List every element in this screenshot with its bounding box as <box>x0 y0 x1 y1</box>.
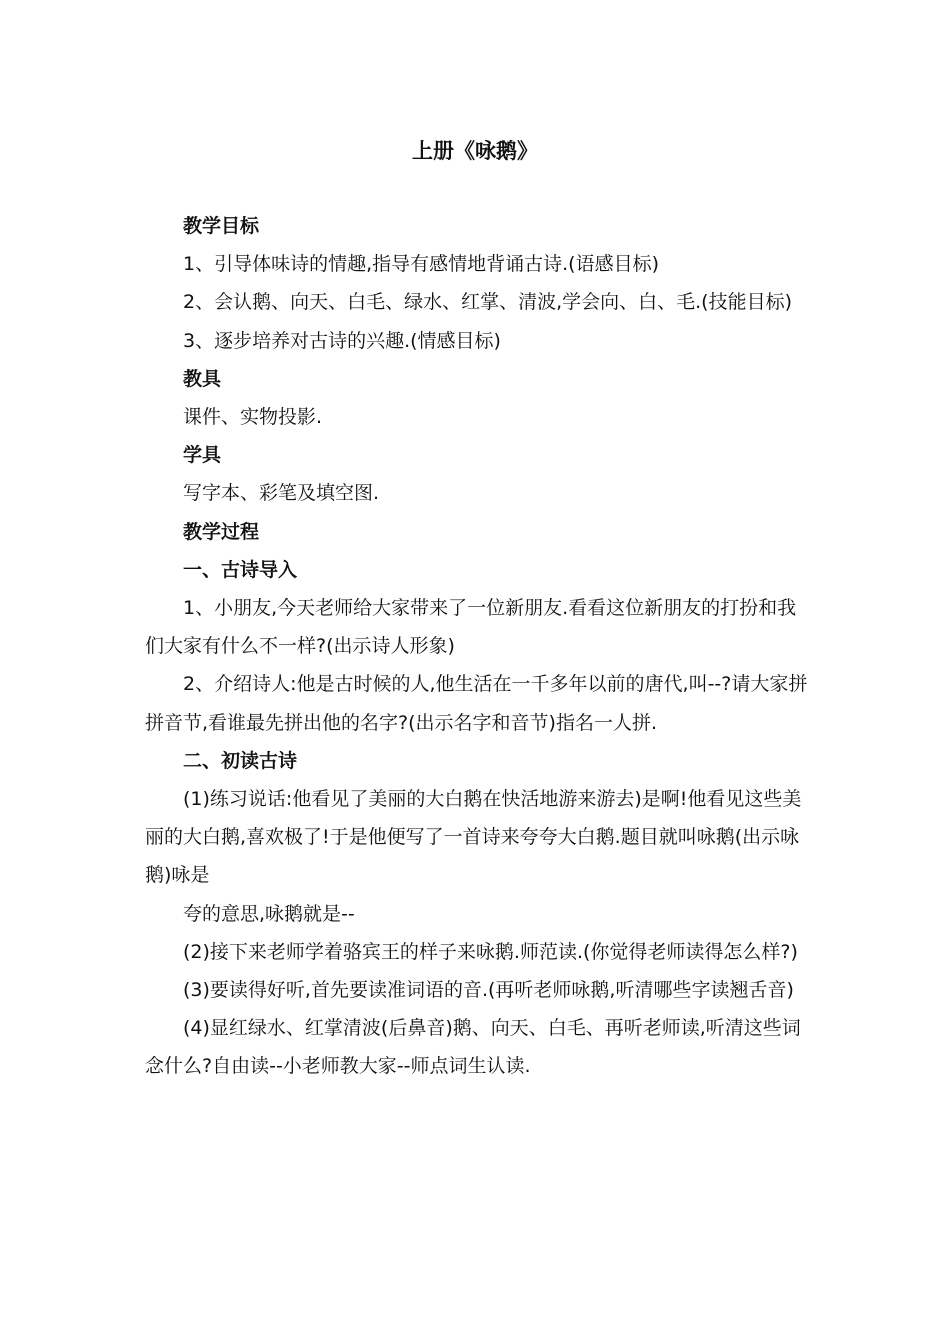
paragraph: 1、引导体味诗的情趣,指导有感情地背诵古诗.(语感目标) <box>183 253 659 276</box>
paragraph: (3)要读得好听,首先要读准词语的音.(再听老师咏鹅,听清哪些字读翘舌音) <box>183 979 794 1002</box>
paragraph: 夸的意思,咏鹅就是-- <box>183 902 355 925</box>
section-heading: 教学过程 <box>183 520 260 543</box>
section-heading: 学具 <box>183 444 222 467</box>
paragraph: (1)练习说话:他看见了美丽的大白鹅在快活地游来游去)是啊!他看见这些美丽的大白鹅,喜欢极了!于是他便写了一首诗来夸夸大白鹅.题目就叫咏鹅(出示咏鹅)咏是 <box>145 788 802 887</box>
paragraph: 课件、实物投影. <box>183 406 323 429</box>
paragraph: (2)接下来老师学着骆宾王的样子来咏鹅.师范读.(你觉得老师读得怎么样?) <box>183 940 798 963</box>
section-heading: 教学目标 <box>183 215 260 237</box>
paragraph: 2、介绍诗人:他是古时候的人,他生活在一千多年以前的唐代,叫--?请大家拼拼音节,看谁最先拼出他的名字?(出示名字和音节)指名一人拼. <box>145 673 808 734</box>
paragraph: 1、小朋友,今天老师给大家带来了一位新朋友.看看这位新朋友的打扮和我们大家有什么不一样?(出示诗人形象) <box>145 597 797 658</box>
document-body <box>145 207 811 1086</box>
paragraph: (4)显红绿水、红掌清波(后鼻音)鹅、向天、白毛、再听老师读,听清这些词念什么?自由读--小老师教大家--师点词生认读. <box>145 1017 801 1078</box>
section-heading: 二、初读古诗 <box>183 749 298 772</box>
paragraph: 2、会认鹅、向天、白毛、绿水、红掌、清波,学会向、白、毛.(技能目标) <box>183 291 792 314</box>
section-heading: 教具 <box>183 367 222 390</box>
document-title: 上册《咏鹅》 <box>412 139 538 163</box>
paragraph: 写字本、彩笔及填空图. <box>183 482 380 505</box>
paragraph: 3、逐步培养对古诗的兴趣.(情感目标) <box>183 329 501 352</box>
section-heading: 一、古诗导入 <box>183 558 298 581</box>
